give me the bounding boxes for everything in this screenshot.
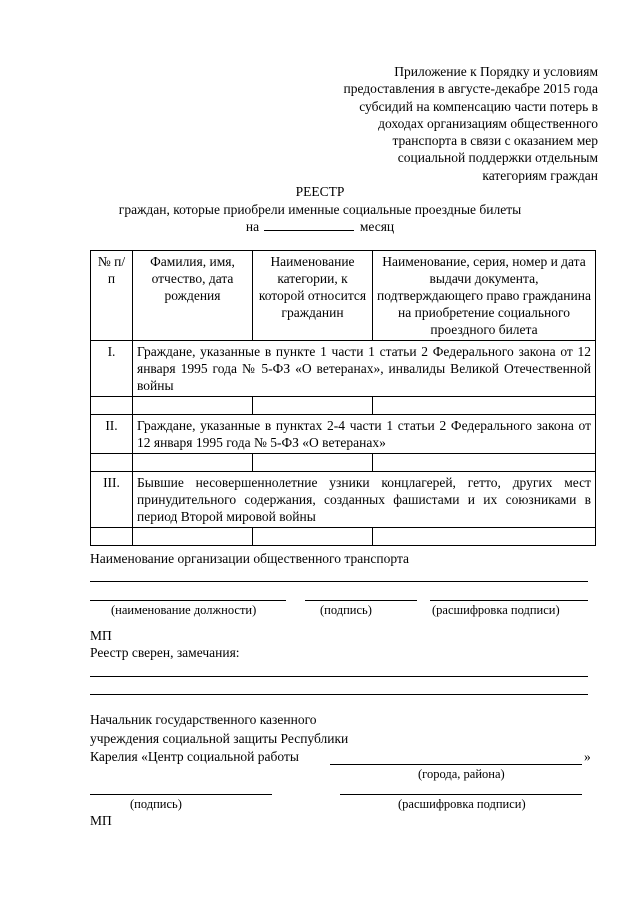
table-cell[interactable]: [91, 528, 133, 546]
appendix-line: транспорта в связи с оказанием мер: [392, 133, 598, 149]
document-title: РЕЕСТР: [295, 184, 345, 199]
table-cell[interactable]: [253, 528, 373, 546]
section-title: [133, 472, 596, 528]
table-cell[interactable]: [253, 454, 373, 472]
city-caption: (города, района): [418, 767, 505, 781]
table-cell[interactable]: [91, 397, 133, 415]
section-row: [91, 472, 596, 528]
appendix-line: социальной поддержки отдельным: [397, 150, 598, 166]
quote-close: »: [584, 749, 591, 764]
appendix-line: категориям граждан: [482, 167, 598, 183]
section-title: [133, 415, 596, 454]
table-cell[interactable]: [373, 528, 596, 546]
section-text: Граждане, указанные в пунктах 2-4 части 1 статьи 2 Федерального закона от 12 января 1995 года № 5-ФЗ «О ветеранах»: [137, 418, 591, 450]
stamp-mark: МП: [90, 628, 112, 643]
appendix-line: предоставления в августе-декабре 2015 года: [343, 81, 598, 97]
stamp-mark-2: МП: [90, 813, 112, 828]
verified-label: Реестр сверен, замечания:: [90, 645, 240, 660]
position-caption: (наименование должности): [111, 603, 257, 617]
org-name-label: Наименование организации общественного транспорта: [90, 551, 410, 566]
month-blank[interactable]: [264, 218, 354, 231]
head-title-line: Карелия «Центр социальной работы: [90, 749, 299, 764]
header-document: Наименование, серия, номер и дата выдачи документа, подтверждающего право гражданина на приобретение социального проездного билета: [373, 251, 596, 341]
section-title: [133, 341, 596, 397]
decoding-line[interactable]: [430, 600, 588, 601]
table-cell[interactable]: [133, 397, 253, 415]
section-number: II.: [91, 415, 133, 454]
head-title-line: Начальник государственного казенного: [90, 712, 317, 727]
remarks-line[interactable]: [90, 694, 588, 695]
signature-caption-2: (подпись): [130, 797, 182, 811]
period-prefix: на: [245, 219, 260, 234]
signature-line[interactable]: [305, 600, 417, 601]
decoding-caption: (расшифровка подписи): [432, 603, 560, 617]
table-cell[interactable]: [253, 397, 373, 415]
header-category: Наименование категории, к которой относится гражданин: [253, 251, 373, 341]
section-number: I.: [91, 341, 133, 397]
header-number: № п/п: [91, 251, 133, 341]
appendix-line: Приложение к Порядку и условиям: [394, 64, 598, 79]
remarks-line[interactable]: [90, 676, 588, 677]
signature-line-2[interactable]: [90, 794, 272, 795]
table-row: [91, 528, 596, 546]
table-cell[interactable]: [133, 454, 253, 472]
table-row: [91, 454, 596, 472]
registry-table: [90, 250, 596, 546]
section-text: Бывшие несовершеннолетние узники концлагерей, гетто, других мест принудительного содержания, созданных фашистами и их союзниками в период Второй мировой войны: [137, 475, 591, 524]
period-line: [0, 218, 640, 235]
appendix-note: [268, 63, 598, 184]
section-number: III.: [91, 472, 133, 528]
signature-caption: (подпись): [320, 603, 372, 617]
section-row: [91, 341, 596, 397]
decoding-caption-2: (расшифровка подписи): [398, 797, 526, 811]
document-subtitle: граждан, которые приобрели именные социальные проездные билеты: [118, 202, 522, 217]
table-cell[interactable]: [373, 397, 596, 415]
appendix-line: доходах организациям общественного: [378, 115, 598, 131]
table-header-row: [91, 251, 596, 341]
section-row: [91, 415, 596, 454]
city-line[interactable]: [330, 764, 582, 765]
decoding-line-2[interactable]: [340, 794, 582, 795]
section-text: Граждане, указанные в пункте 1 части 1 статьи 2 Федерального закона от 12 января 1995 года № 5-ФЗ «О ветеранах», инвалиды Великой Отечественной войны: [137, 344, 591, 393]
period-suffix: месяц: [359, 219, 395, 234]
position-line[interactable]: [90, 600, 286, 601]
header-full-name: Фамилия, имя, отчество, дата рождения: [133, 251, 253, 341]
org-name-line[interactable]: [90, 581, 588, 582]
appendix-line: субсидий на компенсацию части потерь в: [359, 98, 598, 114]
head-title-line: учреждения социальной защиты Республики: [90, 731, 349, 746]
table-row: [91, 397, 596, 415]
table-cell[interactable]: [133, 528, 253, 546]
table-cell[interactable]: [373, 454, 596, 472]
table-cell[interactable]: [91, 454, 133, 472]
